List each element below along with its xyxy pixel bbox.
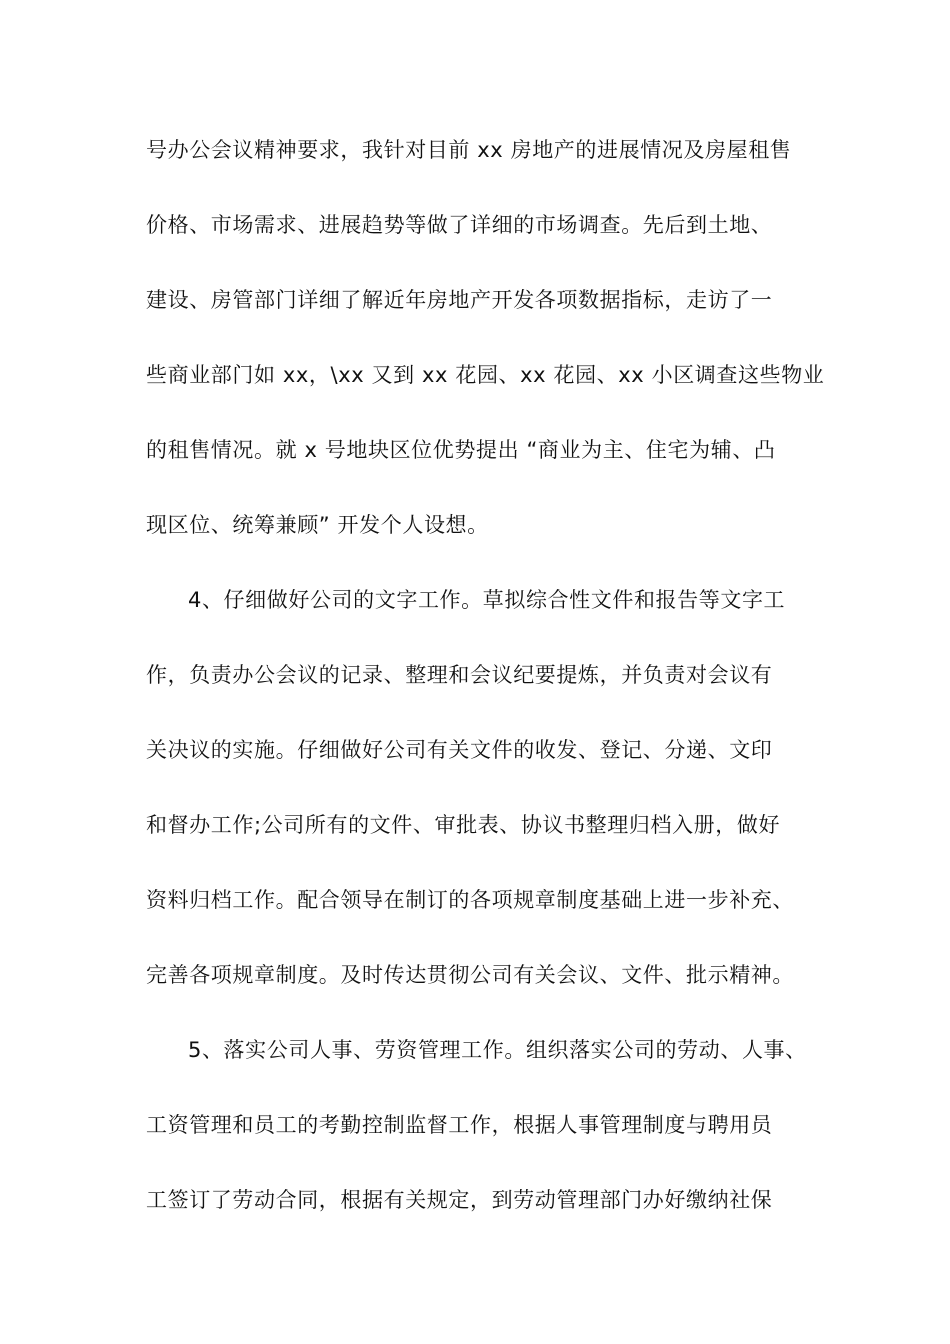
text-line: 工资管理和员工的考勤控制监督工作，根据人事管理制度与聘用员 [146,1113,773,1137]
text-line: 资料归档工作。配合领导在制订的各项规章制度基础上进一步补充、 [146,888,794,912]
text-line: 工签订了劳动合同，根据有关规定，到劳动管理部门办好缴纳社保 [146,1188,773,1212]
paragraph-5-first-line: 5、落实公司人事、劳资管理工作。组织落实公司的劳动、人事、 [188,1038,807,1062]
text-line: 的租售情况。就 x 号地块区位优势提出 “商业为主、住宅为辅、凸 [146,438,776,462]
text-line: 作，负责办公会议的记录、整理和会议纪要提炼，并负责对会议有 [146,663,773,687]
text-line: 和督办工作;公司所有的文件、审批表、协议书整理归档入册，做好 [146,813,781,837]
text-line: 完善各项规章制度。及时传达贯彻公司有关会议、文件、批示精神。 [146,963,794,987]
text-line: 现区位、统筹兼顾” 开发个人设想。 [146,513,489,537]
text-line: 关决议的实施。仔细做好公司有关文件的收发、登记、分递、文印 [146,738,773,762]
text-line: 些商业部门如 xx，\xx 又到 xx 花园、xx 花园、xx 小区调查这些物业 [146,363,825,387]
text-line: 建设、房管部门详细了解近年房地产开发各项数据指标，走访了一 [146,288,773,312]
text-line: 价格、市场需求、进展趋势等做了详细的市场调查。先后到土地、 [146,213,773,237]
text-line: 号办公会议精神要求，我针对目前 xx 房地产的进展情况及房屋租售 [146,138,792,162]
paragraph-4-first-line: 4、仔细做好公司的文字工作。草拟综合性文件和报告等文字工 [188,588,786,612]
